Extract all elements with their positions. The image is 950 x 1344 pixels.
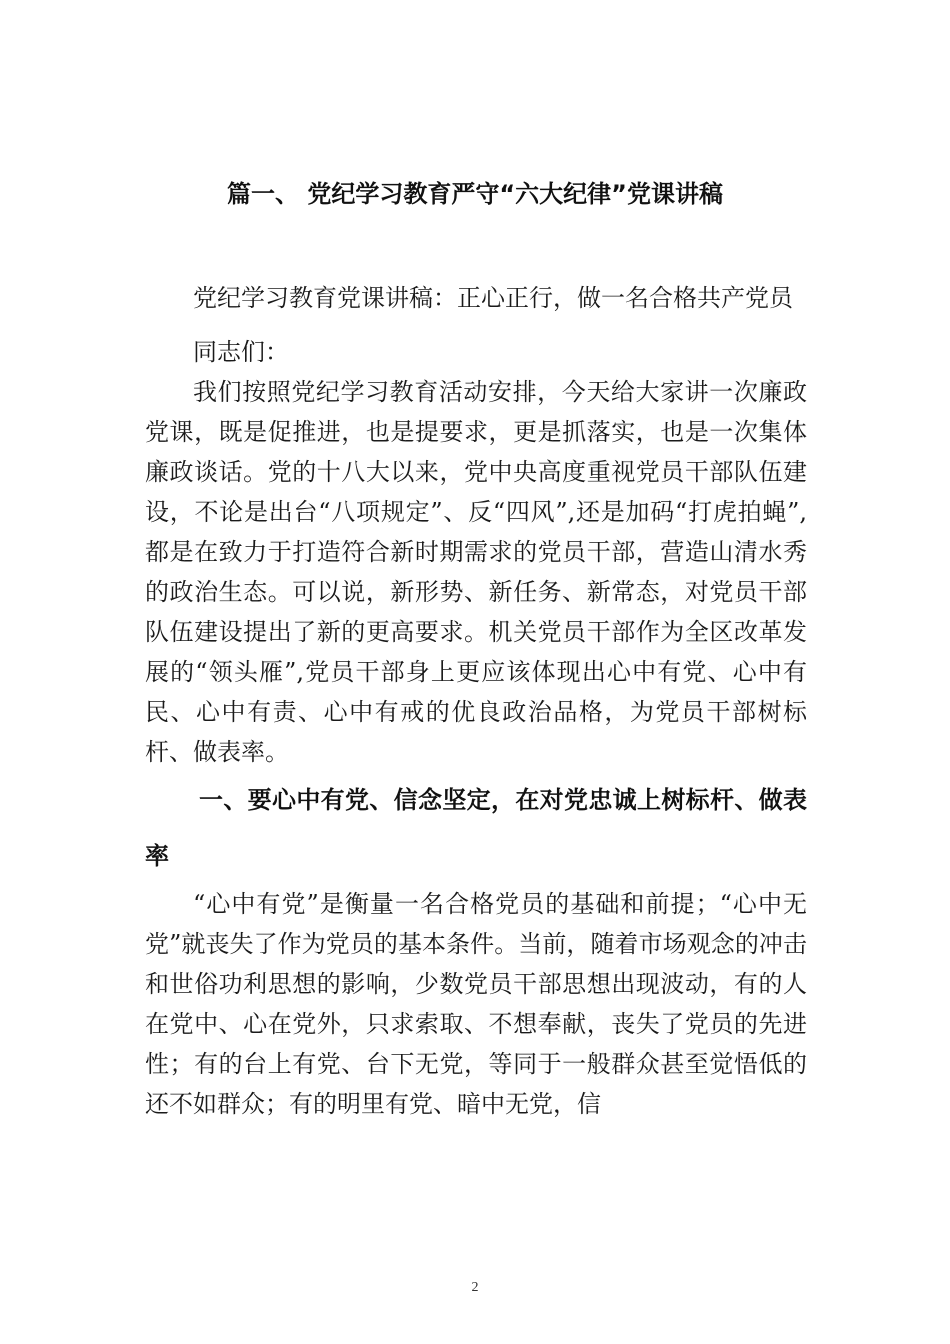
subtitle-block (145, 276, 807, 320)
document-title: 篇一、 党纪学习教育严守“六大纪律”党课讲稿 (227, 180, 723, 208)
salutation: 同志们： (193, 338, 289, 366)
intro-paragraph: 我们按照党纪学习教育活动安排，今天给大家讲一次廉政党课，既是促推进，也是提要求，更是抓落实，也是一次集体廉政谈话。党的十八大以来，党中央高度重视党员干部队伍建设，不论是出台“八项规定”、反“四风”,还是加码“打虎拍蝇”,都是在致力于打造符合新时期需求的党员干部，营造山清水秀的政治生态。可以说，新形势、新任务、新常态，对党员干部队伍建设提出了新的更高要求。机关党员干部作为全区改革发展的“领头雁”,党员干部身上更应该体现出心中有党、心中有民、心中有责、心中有戒的优良政治品格，为党员干部树标杆、做表率。 (145, 378, 807, 766)
document-body (145, 276, 807, 1124)
section-paragraph: “心中有党”是衡量一名合格党员的基础和前提；“心中无党”就丧失了作为党员的基本条件。当前，随着市场观念的冲击和世俗功利思想的影响，少数党员干部思想出现波动，有的人在党中、心在党外，只求索取、不想奉献，丧失了党员的先进性；有的台上有党、台下无党，等同于一般群众甚至觉悟低的还不如群众；有的明里有党、暗中无党，信 (145, 890, 807, 1118)
document-subtitle: 党纪学习教育党课讲稿：正心正行，做一名合格共产党员 (193, 284, 793, 312)
page-number: 2 (471, 1280, 479, 1295)
section-heading: 一、要心中有党、信念坚定，在对党忠诚上树标杆、做表率 (145, 786, 807, 870)
